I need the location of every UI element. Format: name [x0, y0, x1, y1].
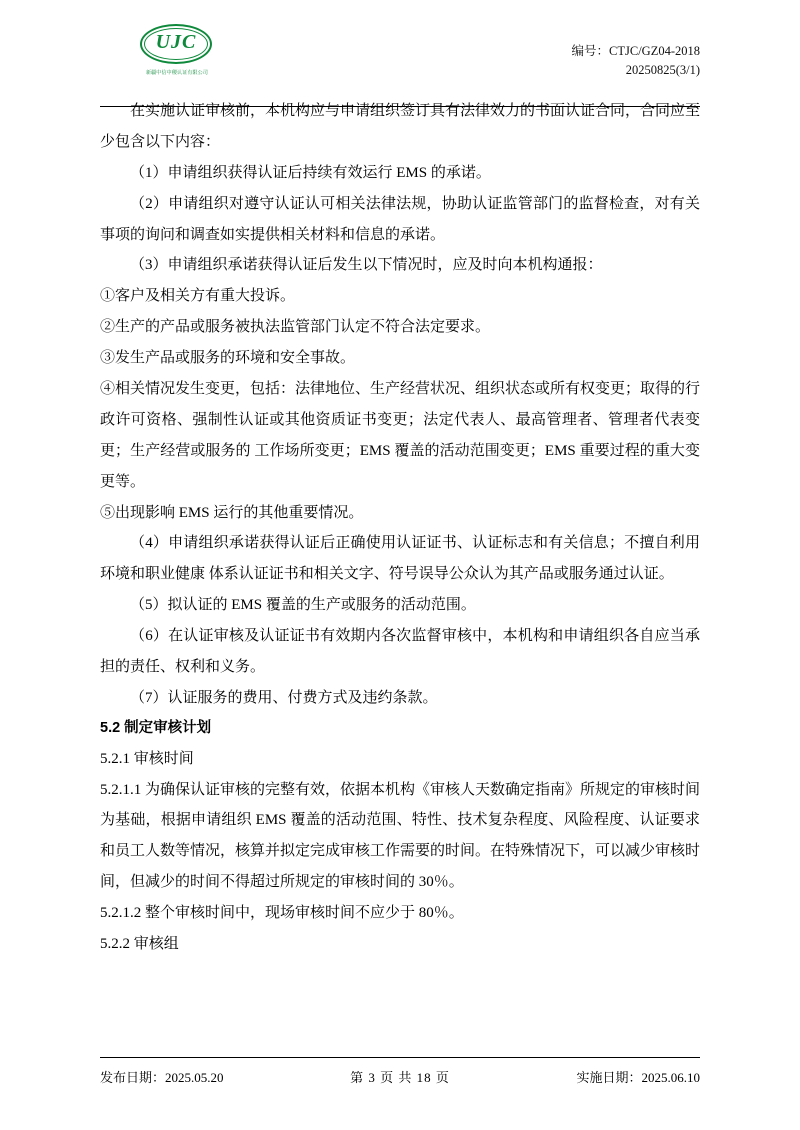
logo-text: UJC [155, 31, 197, 53]
paragraph: ②生产的产品或服务被执法监管部门认定不符合法定要求。 [100, 319, 491, 336]
logo-icon [140, 22, 214, 67]
paragraph: （7）认证服务的费用、付费方式及违约条款。 [130, 689, 438, 706]
paragraph: 在实施认证审核前，本机构应与申请组织签订具有法律效力的书面认证合同，合同应至少包含以下内容： [100, 103, 701, 150]
paragraph: （1）申请组织获得认证后持续有效运行 EMS 的承诺。 [130, 164, 491, 181]
section-heading-5-2-2: 5.2.2 审核组 [100, 936, 179, 953]
document-meta [572, 42, 700, 81]
paragraph: ③发生产品或服务的环境和安全事故。 [100, 350, 356, 367]
company-logo [108, 22, 246, 76]
doc-number: 编号：CTJC/GZ04-2018 [571, 44, 700, 58]
section-heading-5-2-1: 5.2.1 审核时间 [100, 750, 194, 767]
document-body [100, 96, 700, 960]
paragraph-5-2-1-2: 5.2.1.2 整个审核时间中，现场审核时间不应少于 80％。 [100, 905, 464, 922]
page-footer [100, 1067, 700, 1086]
logo-subtitle: 新疆中信中稷认证有限公司 [145, 70, 209, 76]
paragraph: ①客户及相关方有重大投诉。 [100, 288, 296, 305]
issue-date: 发布日期：2025.05.20 [100, 1070, 224, 1085]
paragraph: （5）拟认证的 EMS 覆盖的生产或服务的活动范围。 [130, 597, 476, 614]
paragraph: ④相关情况发生变更，包括：法律地位、生产经营状况、组织状态或所有权变更；取得的行政许可资格、强制性认证或其他资质证书变更；法定代表人、最高管理者、管理者代表变更；生产经营或服务的 工作场所变更；EMS 覆盖的活动范围变更；EMS 重要过程的重大变更等。 [100, 381, 701, 490]
footer-divider [100, 1057, 700, 1058]
paragraph: （4）申请组织承诺获得认证后正确使用认证证书、认证标志和有关信息；不擅自利用环境和职业健康 体系认证证书和相关文字、符号误导公众认为其产品或服务通过认证。 [100, 535, 700, 583]
paragraph-5-2-1-1: 5.2.1.1 为确保认证审核的完整有效，依据本机构《审核人天数确定指南》所规定的审核时间为基础，根据申请组织 EMS 覆盖的活动范围、特性、技术复杂程度、风险程度、认证要求和员工人数等情况，核算并拟定完成审核工作需要的时间。在特殊情况下，可以减少审核时间，但减少的时间不得超过所规定的审核时间的 30％。 [100, 781, 701, 891]
effective-date: 实施日期：2025.06.10 [576, 1070, 700, 1085]
page-header [0, 22, 800, 84]
doc-version: 20250825(3/1) [625, 63, 700, 78]
paragraph: （6）在认证审核及认证证书有效期内各次监督审核中，本机构和申请组织各自应当承担的责任、权利和义务。 [100, 628, 700, 676]
section-heading-5-2: 5.2 制定审核计划 [100, 719, 212, 736]
page-number: 第 3 页 共 18 页 [350, 1070, 450, 1085]
paragraph: ⑤出现影响 EMS 运行的其他重要情况。 [100, 504, 364, 521]
paragraph: （3）申请组织承诺获得认证后发生以下情况时，应及时向本机构通报： [130, 257, 603, 274]
paragraph: （2）申请组织对遵守认证认可相关法律法规，协助认证监管部门的监督检查，对有关事项的询问和调查如实提供相关材料和信息的承诺。 [100, 195, 700, 243]
